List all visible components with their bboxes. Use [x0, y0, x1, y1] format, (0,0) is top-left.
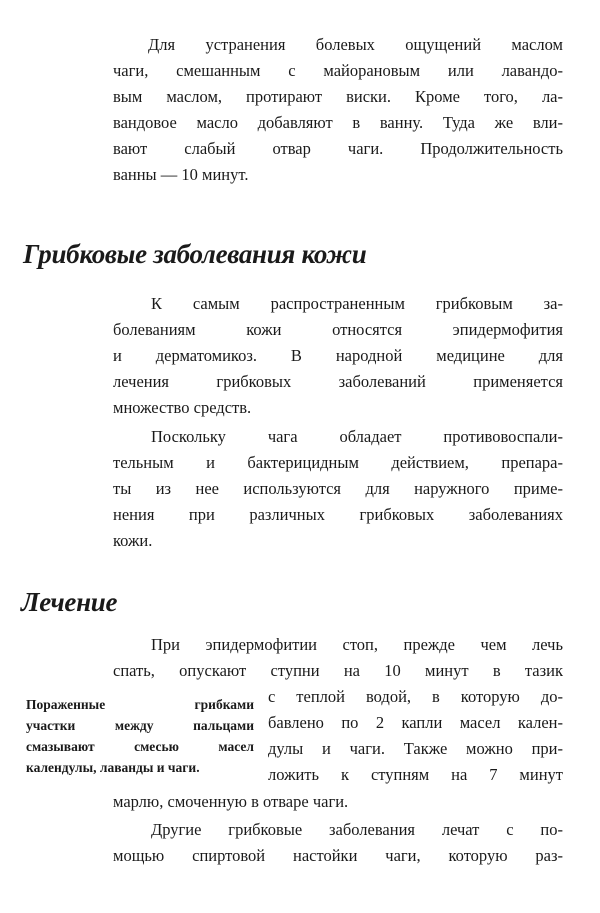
text-line: тельным и бактерицидным действием, препара-: [113, 453, 563, 472]
text-line: бавлено по 2 капли масел кален-: [268, 713, 563, 732]
text-line: нения при различных грибковых заболеваниях: [113, 505, 563, 524]
text-line: вандовое масло добавляют в ванну. Туда же вли-: [113, 113, 563, 132]
text-line: болеваниям кожи относятся эпидермофития: [113, 320, 563, 339]
text-line: ванны — 10 минут.: [113, 165, 249, 184]
sidenote-line: Пораженные грибками: [26, 697, 254, 712]
text-line: ложить к ступням на 7 минут: [268, 765, 563, 784]
text-line: и дерматомикоз. В народной медицине для: [113, 346, 563, 365]
section-heading-treatment: Лечение: [21, 587, 118, 617]
text-line: дулы и чаги. Также можно при-: [268, 739, 563, 758]
sidenote-line: календулы, лаванды и чаги.: [26, 760, 200, 775]
text-line: К самым распространенным грибковым за-: [151, 294, 563, 313]
text-line: лечения грибковых заболеваний применяется: [113, 372, 563, 391]
sidenote-line: смазывают смесью масел: [26, 739, 254, 754]
text-line: с теплой водой, в которую до-: [268, 687, 563, 706]
text-line: чаги, смешанным с майорановым или лавандо-: [113, 61, 563, 80]
sidenote-line: участки между пальцами: [26, 718, 254, 733]
text-line: вым маслом, протирают виски. Кроме того, ла-: [113, 87, 563, 106]
text-line: При эпидермофитии стоп, прежде чем лечь: [151, 635, 563, 654]
text-line: Для устранения болевых ощущений маслом: [148, 35, 563, 54]
text-line: вают слабый отвар чаги. Продолжительность: [113, 139, 563, 158]
section-heading-fungal-diseases: Грибковые заболевания кожи: [23, 239, 367, 269]
text-line: ты из нее используются для наружного приме-: [113, 479, 563, 498]
text-line: спать, опускают ступни на 10 минут в тазик: [113, 661, 563, 680]
text-line: множество средств.: [113, 398, 252, 417]
text-line: Поскольку чага обладает противовоспали-: [151, 427, 563, 446]
text-line: кожи.: [113, 531, 153, 550]
text-line: Другие грибковые заболевания лечат с по-: [151, 820, 563, 839]
text-line: марлю, смоченную в отваре чаги.: [113, 792, 349, 811]
text-line: мощью спиртовой настойки чаги, которую раз-: [113, 846, 563, 865]
